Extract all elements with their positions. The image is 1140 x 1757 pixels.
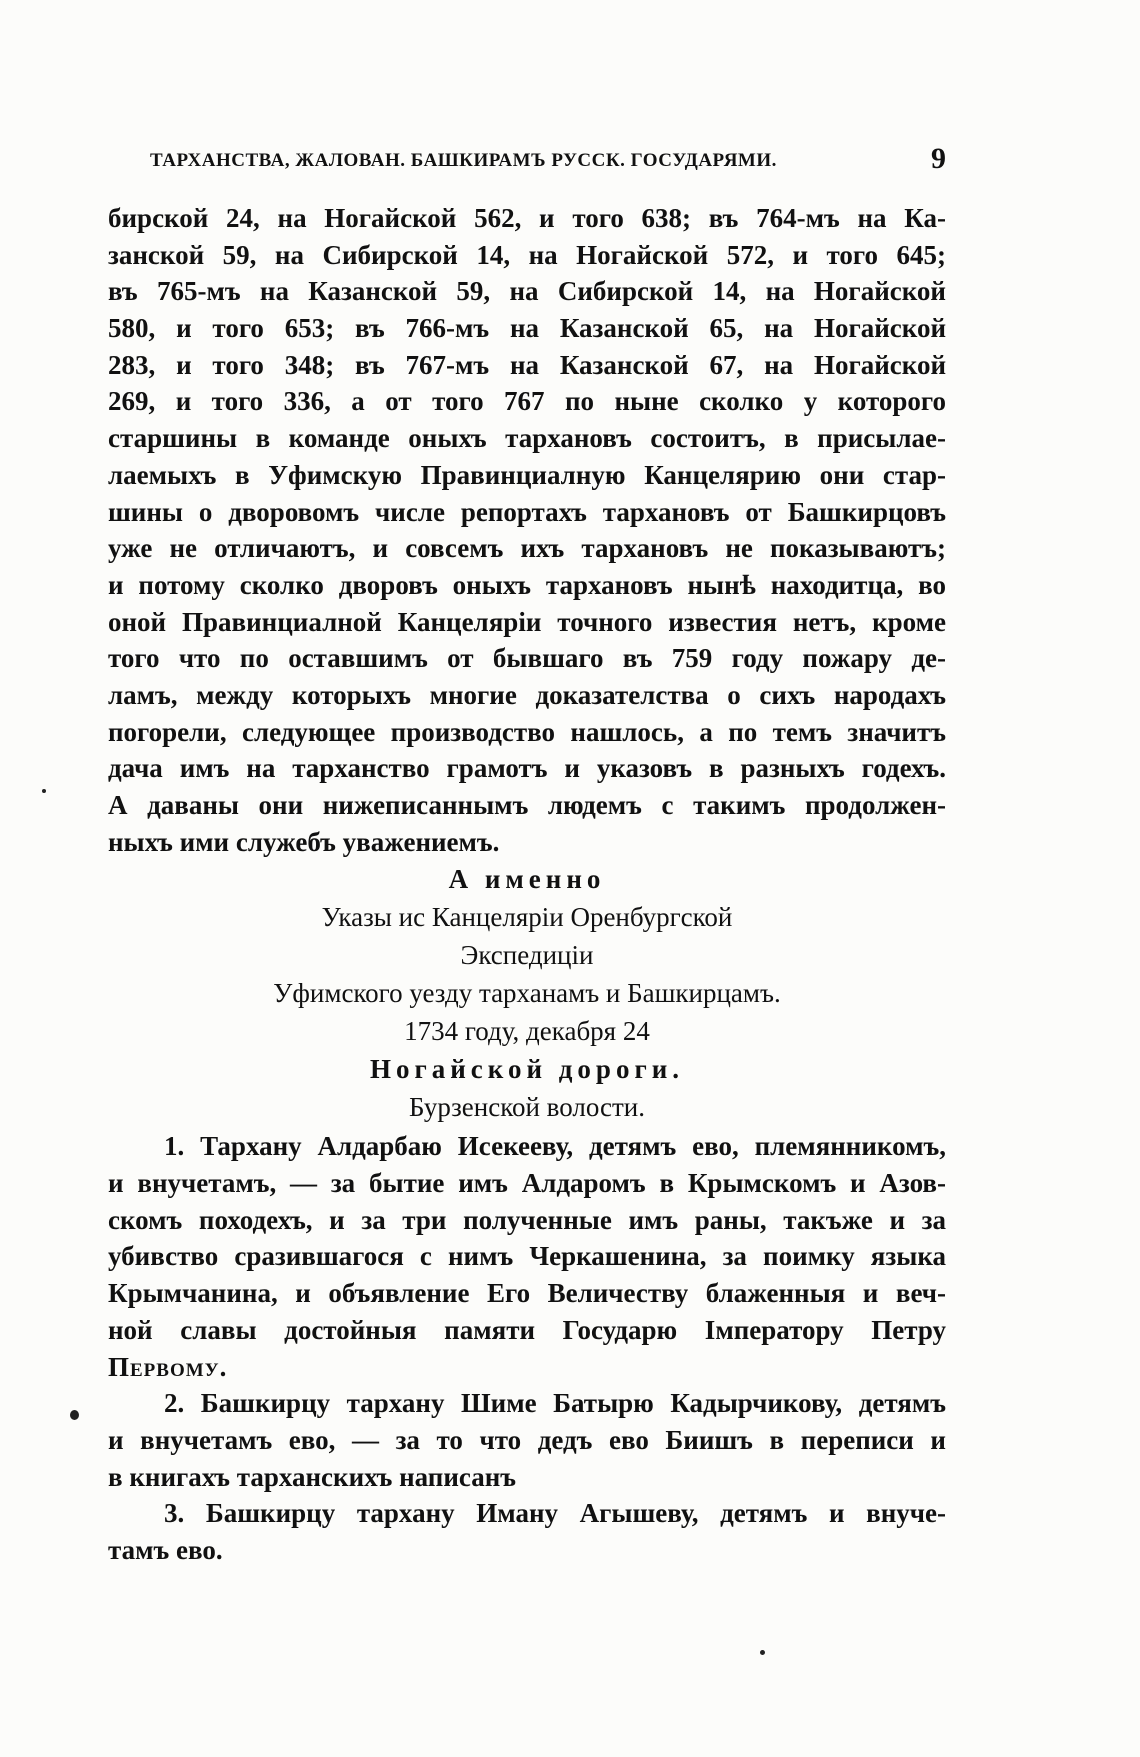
paragraph-line: 283, и того 348; въ 767-мъ на Казанской 67, на Ногайской (108, 349, 946, 380)
item-line: 2. Башкирцу тархану Шиме Батырю Кадырчикову, детямъ (164, 1388, 946, 1419)
paragraph-line: занской 59, на Сибирской 14, на Ногайской 572, и того 645; (108, 239, 946, 270)
item-line: тамъ ево. (108, 1534, 223, 1565)
numbered-items (108, 1128, 946, 1568)
item-line: в книгахъ тарханскихъ написанъ (108, 1461, 517, 1492)
heading-date: 1734 году, декабря 24 (404, 1016, 650, 1047)
heading-ufimskogo: Уфимского уезду тарханамъ и Башкирцамъ. (273, 978, 781, 1009)
list-item (108, 1128, 946, 1385)
ink-blot (70, 1410, 79, 1420)
paragraph-line: того что по оставшимъ от бывшаго въ 759 году пожару де- (108, 643, 946, 674)
item-line: скомъ походехъ, и за три полученные имъ раны, такъже и за (108, 1204, 946, 1235)
paragraph-line: старшины в команде оныхъ тархановъ состоитъ, в присылае- (108, 423, 946, 454)
paragraph-line: оной Правинциалной Канцеляріи точного известия нетъ, кроме (108, 606, 946, 637)
list-item (108, 1385, 946, 1495)
running-head: ТАРХАНСТВА, ЖАЛОВАН. БАШКИРАМЪ РУССК. ГОСУДАРЯМИ. (150, 150, 777, 171)
paragraph-line: 269, и того 336, а от того 767 по ныне сколко у которого (108, 386, 946, 417)
page-header (108, 144, 946, 184)
item-line: и внучетамъ, — за бытие имъ Алдаромъ в Крымскомъ и Азов- (108, 1168, 946, 1199)
page-number: 9 (931, 142, 946, 175)
item-line: и внучетамъ ево, — за то что дедъ ево Биишъ в переписи и (108, 1424, 946, 1455)
list-item (108, 1495, 946, 1568)
heading-road: Ногайской дороги. (369, 1054, 685, 1085)
heading-volost: Бурзенской волости. (408, 1092, 646, 1123)
paragraph-line: уже не отличаютъ, и совсемъ ихъ тархановъ не показываютъ; (108, 533, 946, 564)
paragraph-line: въ 765-мъ на Казанской 59, на Сибирской 14, на Ногайской (108, 276, 946, 307)
paragraph-line: бирской 24, на Ногайской 562, и того 638; въ 764-мъ на Ка- (108, 203, 946, 233)
heading-a-imenno: А именно (448, 864, 606, 895)
item-line: убивство сразившагося с нимъ Черкашенина, за поимку языка (108, 1241, 946, 1272)
item-line: ной славы достойныя памяти Государю Імператору Петру (108, 1314, 946, 1345)
print-speck (760, 1650, 765, 1655)
main-paragraph (108, 200, 946, 860)
paragraph-line: лаемыхъ в Уфимскую Правинциалную Канцелярию они стар- (108, 459, 946, 490)
heading-ukazy: Указы ис Канцеляріи Оренбургской (321, 902, 733, 933)
paragraph-line: и потому сколко дворовъ оныхъ тархановъ нынѣ находитца, во (108, 569, 946, 600)
section-headings (108, 860, 946, 1126)
heading-ekspeditsii: Экспедиціи (460, 940, 594, 971)
print-speck (42, 789, 46, 793)
paragraph-line: ламъ, между которыхъ многие доказателства о сихъ народахъ (108, 679, 946, 710)
item-line: Крымчанина, и объявление Его Величеству блаженныя и веч- (108, 1278, 946, 1309)
item-line: Первому. (108, 1351, 228, 1382)
paragraph-line: дача имъ на тарханство грамотъ и указовъ в разныхъ годехъ. (108, 753, 946, 784)
paragraph-line: А даваны они нижеписаннымъ людемъ с такимъ продолжен- (108, 790, 946, 820)
page-body (108, 200, 946, 1569)
paragraph-line: шины о дворовомъ числе репортахъ тархановъ от Башкирцовъ (108, 496, 946, 527)
item-line: 1. Тархану Алдарбаю Исекееву, детямъ ево, племянникомъ, (164, 1131, 946, 1162)
paragraph-line: ныхъ ими служебъ уважениемъ. (108, 826, 500, 857)
paragraph-line: 580, и того 653; въ 766-мъ на Казанской 65, на Ногайской (108, 313, 946, 344)
paragraph-line: погорели, следующее производство нашлось, а по темъ значитъ (108, 716, 946, 747)
item-line: 3. Башкирцу тархану Иману Агышеву, детямъ и внуче- (164, 1498, 946, 1529)
